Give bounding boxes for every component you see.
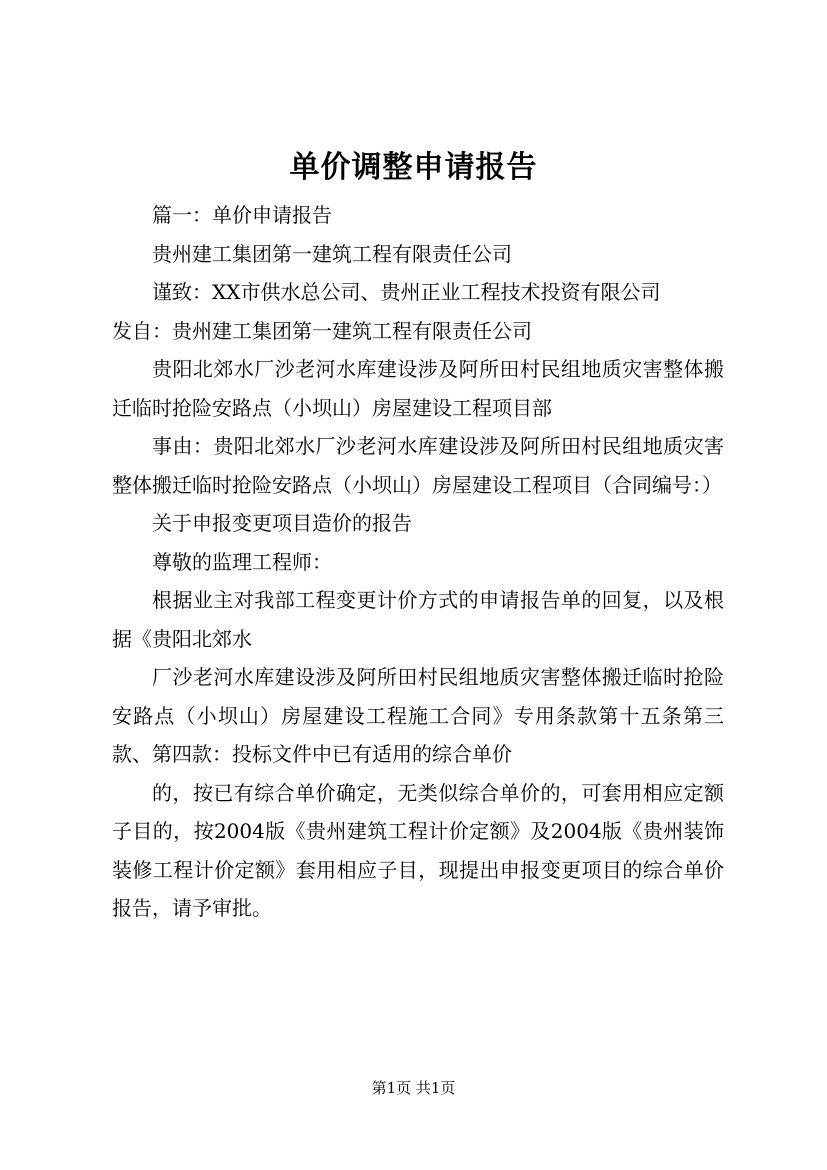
paragraph-subject: 事由：贵阳北郊水厂沙老河水库建设涉及阿所田村民组地质灾害整体搬迁临时抢险安路点（小坝山）房屋建设工程项目（合同编号：） [112,434,724,497]
paragraph-body-2: 厂沙老河水库建设涉及阿所田村民组地质灾害整体搬迁临时抢险安路点（小坝山）房屋建设工程施工合同》专用条款第十五条第三款、第四款：投标文件中已有适用的综合单价 [112,665,724,766]
paragraph-section-heading: 篇一：单价申请报告 [152,203,332,227]
paragraph-body-3: 的，按已有综合单价确定，无类似综合单价的，可套用相应定额子目的，按2004版《贵州建筑工程计价定额》及2004版《贵州装饰装修工程计价定额》套用相应子目，现提出申报变更项目的综合单价报告，请予审批。 [112,780,724,920]
paragraph-sender: 发自：贵州建工集团第一建筑工程有限责任公司 [112,318,532,343]
paragraph-project-department: 贵阳北郊水厂沙老河水库建设涉及阿所田村民组地质灾害整体搬迁临时抢险安路点（小坝山）房屋建设工程项目部 [112,357,724,420]
page-footer: 第1页 共1页 [371,1079,456,1097]
paragraph-recipient: 谨致：XX市供水总公司、贵州正业工程技术投资有限公司 [152,280,661,304]
paragraph-company: 贵州建工集团第一建筑工程有限责任公司 [152,241,512,266]
paragraph-report-title: 关于申报变更项目造价的报告 [152,511,412,535]
paragraph-salutation: 尊敬的监理工程师： [152,549,332,574]
document-title: 单价调整申请报告 [289,150,538,185]
document-body [112,196,724,928]
paragraph-body-1: 根据业主对我部工程变更计价方式的申请报告单的回复，以及根据《贵阳北郊水 [112,588,724,651]
